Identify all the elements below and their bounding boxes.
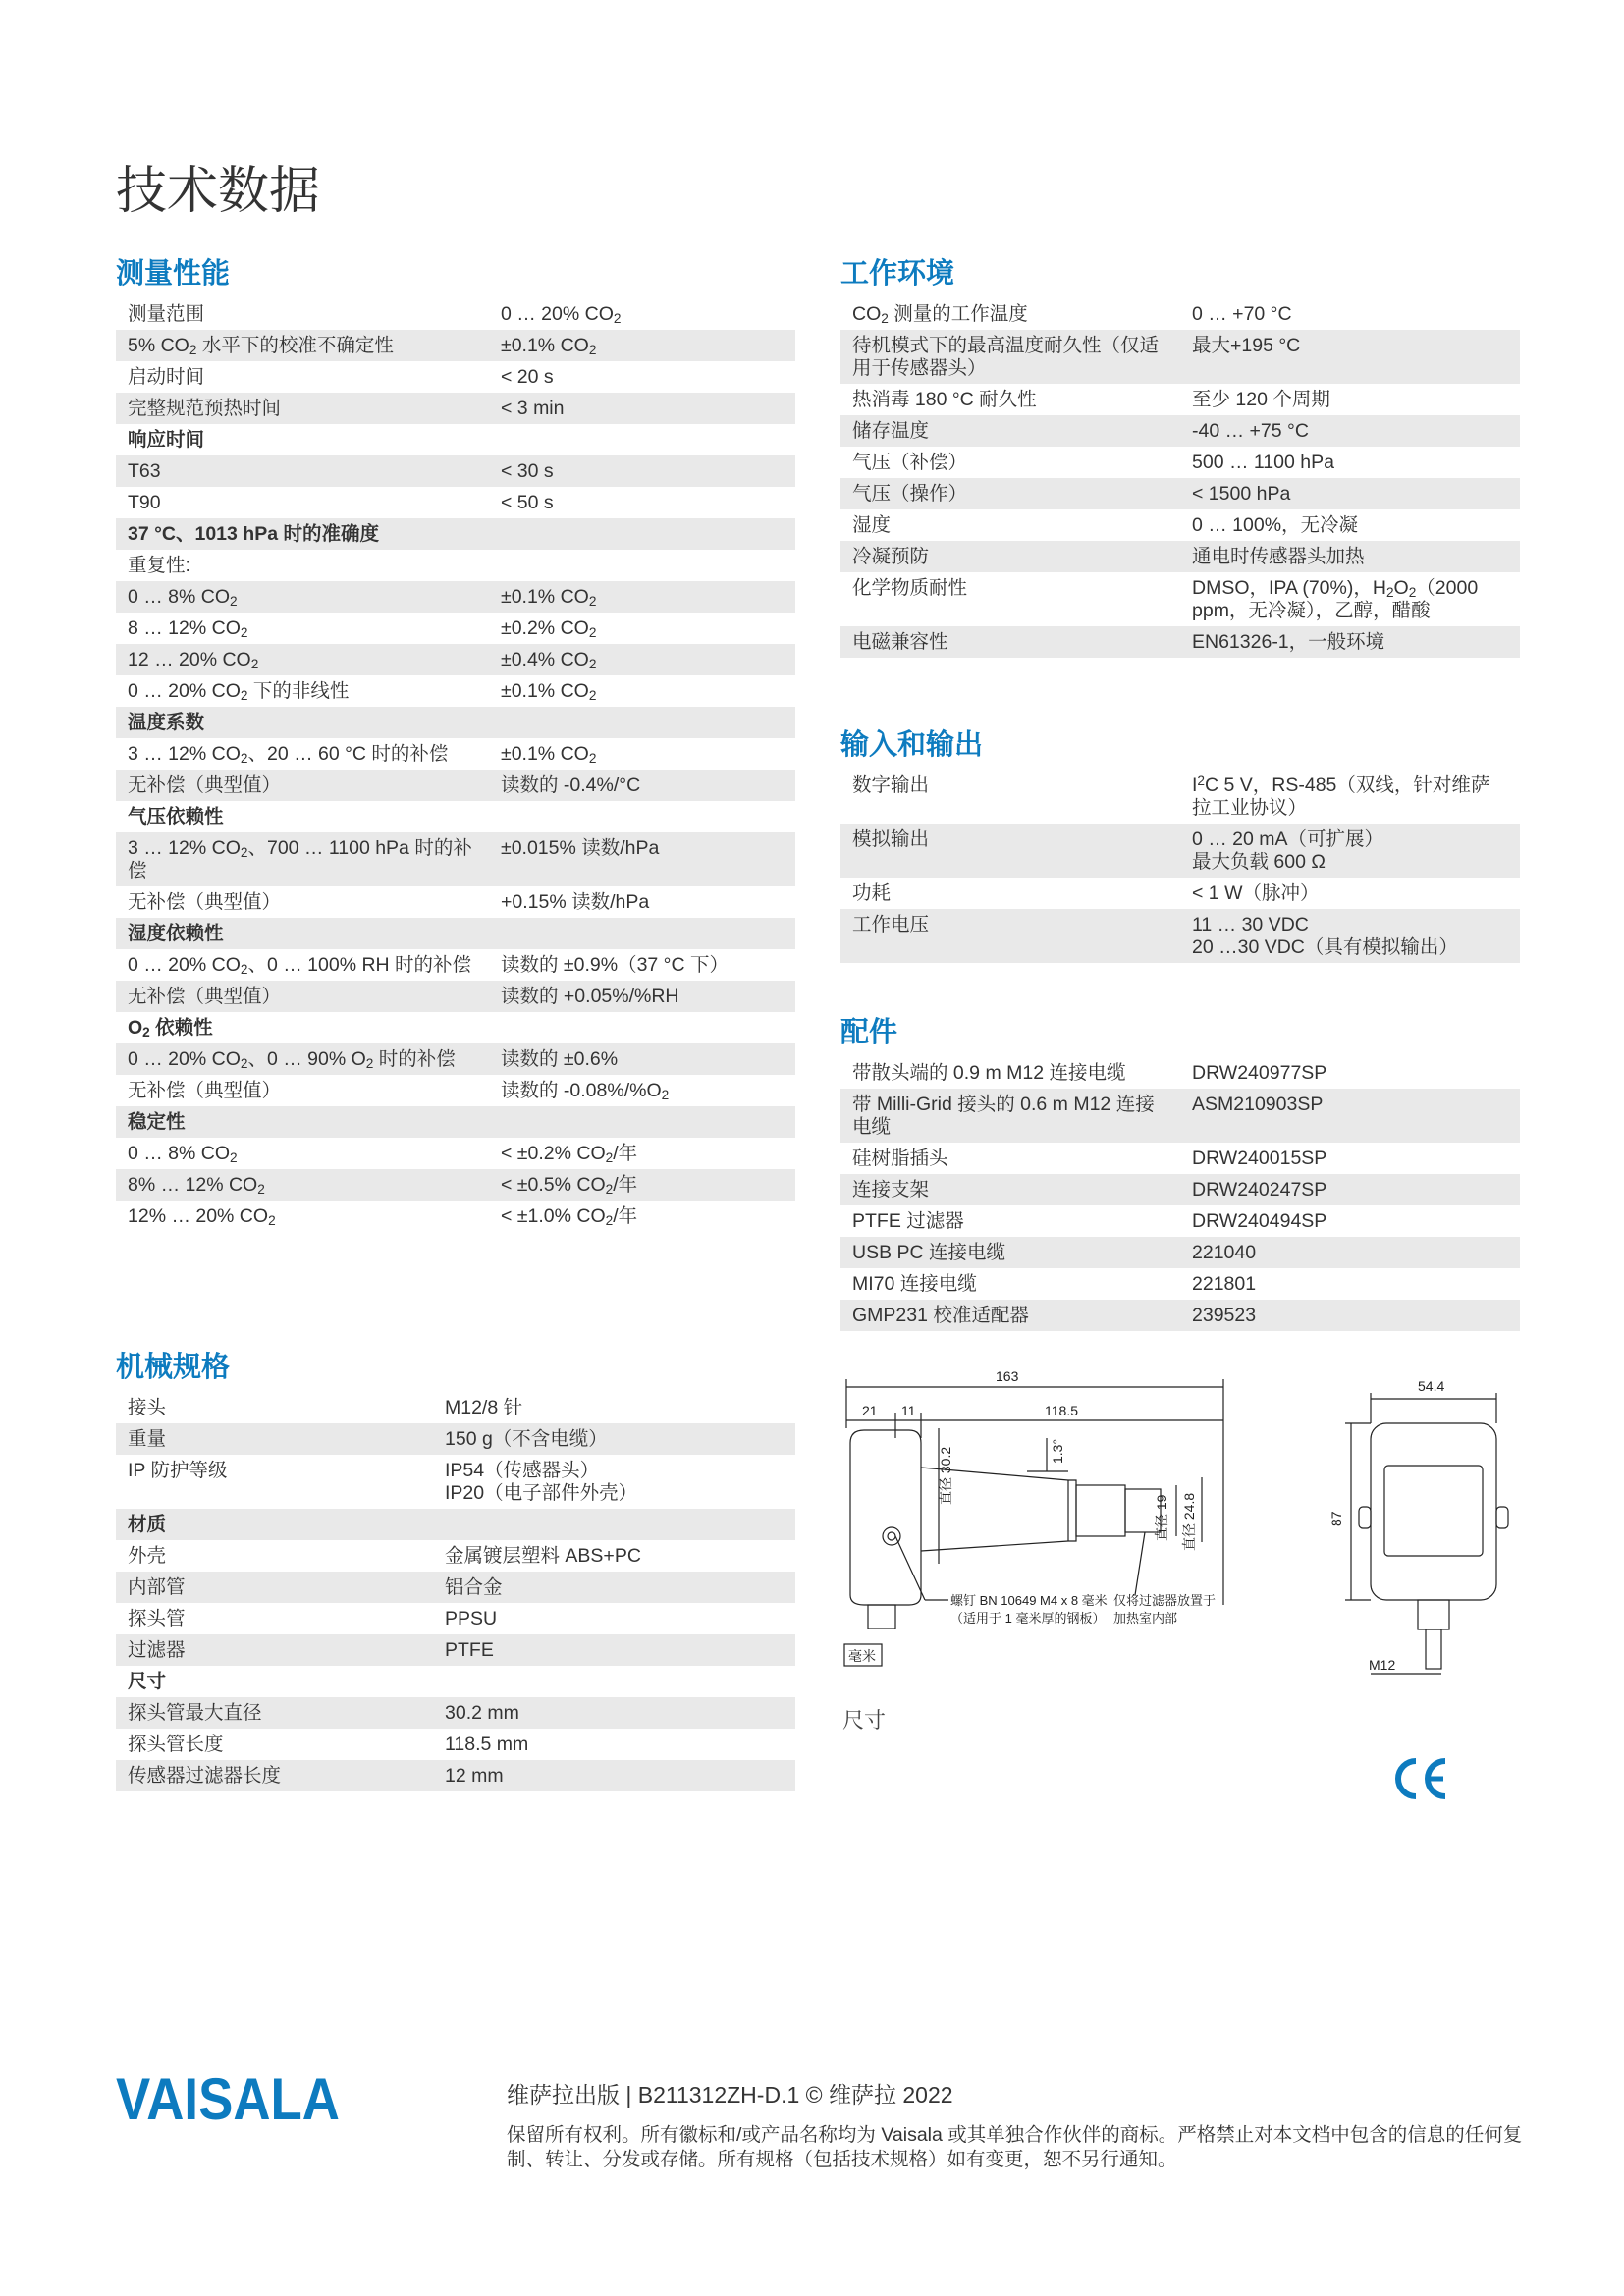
table-row <box>116 393 795 424</box>
screw-note-1: 螺钉 BN 10649 M4 x 8 毫米 <box>950 1593 1108 1608</box>
table-row <box>116 1138 795 1169</box>
table-row <box>840 1237 1520 1268</box>
spec-value: 金属镀层塑料 ABS+PC <box>445 1545 641 1567</box>
spec-label: 湿度依赖性 <box>116 918 489 949</box>
screw-note-2: （适用于 1 毫米厚的钢板） <box>950 1611 1106 1626</box>
spec-label: 响应时间 <box>128 429 205 451</box>
section-title-mechanical: 机械规格 <box>116 1352 231 1383</box>
table-row <box>840 1268 1520 1300</box>
table-row <box>840 909 1520 963</box>
spec-value: < ±1.0% $CO_2/$年 <box>501 1205 638 1228</box>
spec-label: 0 … 20% $CO_2$、0 … 100% RH 时的补偿 <box>128 954 472 977</box>
spec-value: 读数的 +0.05%/%RH <box>489 981 795 1012</box>
table-row <box>116 1603 795 1634</box>
spec-value: EN61326-1，一般环境 <box>1180 626 1520 658</box>
spec-value: < 30 s <box>489 455 795 487</box>
rights-notice: 保留所有权利。所有徽标和/或产品名称均为 Vaisala 或其单独合作伙伴的商标。严格禁止对本文档中包含的信息的任何复制、转让、分发或存储。所有规格（包括技术规格）如有变更，恕不另行通知。 <box>507 2124 1523 2170</box>
dimension-drawing <box>840 1369 1528 1693</box>
spec-value: ±0.2% $CO_2$ <box>501 617 597 640</box>
table-row <box>116 487 795 518</box>
spec-value: $I^2C$ 5 V，RS-485（双线，针对维萨拉工业协议） <box>1192 774 1490 819</box>
spec-label: 模拟输出 <box>840 824 1180 878</box>
table-row <box>840 1205 1520 1237</box>
spec-value: < 3 min <box>489 393 795 424</box>
dim-21: 21 <box>862 1403 878 1418</box>
spec-value: 12 mm <box>433 1760 795 1791</box>
drawing-caption: 尺寸 <box>842 1708 887 1733</box>
table-row <box>840 1143 1520 1174</box>
spec-value: 221040 <box>1180 1237 1520 1268</box>
spec-label: 重复性: <box>128 555 190 576</box>
table-row <box>116 550 795 581</box>
spec-value: < ±0.5% $CO_2/$年 <box>489 1169 795 1201</box>
spec-label: 湿度 <box>852 514 892 536</box>
spec-label: 尺寸 <box>128 1671 167 1692</box>
spec-value <box>433 1509 795 1540</box>
spec-value <box>489 518 795 550</box>
table-row <box>116 581 795 613</box>
spec-label: 带 Milli-Grid 接头的 0.6 m M12 连接电缆 <box>840 1089 1180 1143</box>
spec-value: DRW240977SP <box>1192 1062 1327 1084</box>
spec-value: 至少 120 个周期 <box>1192 389 1330 410</box>
spec-value <box>489 424 795 455</box>
table-row <box>116 1540 795 1572</box>
spec-label: 外壳 <box>128 1545 167 1567</box>
table-row <box>116 1392 795 1423</box>
table-row <box>840 478 1520 509</box>
dim-163: 163 <box>996 1369 1019 1384</box>
spec-label: 待机模式下的最高温度耐久性（仅适用于传感器头） <box>840 330 1180 384</box>
spec-label: 重量 <box>116 1423 433 1455</box>
spec-value: ASM210903SP <box>1180 1089 1520 1143</box>
spec-label: 过滤器 <box>116 1634 433 1666</box>
table-row <box>116 1760 795 1791</box>
table-row <box>116 644 795 675</box>
spec-label: 电磁兼容性 <box>840 626 1180 658</box>
table-row <box>116 1666 795 1697</box>
spec-label: $CO_2$ 测量的工作温度 <box>852 303 1028 326</box>
spec-label: 探头管最大直径 <box>116 1697 433 1729</box>
table-row <box>116 1043 795 1075</box>
spec-label: 热消毒 180 °C 耐久性 <box>852 389 1037 410</box>
section-title-environment: 工作环境 <box>840 258 955 290</box>
dim-87: 87 <box>1328 1511 1344 1526</box>
spec-label: 内部管 <box>116 1572 433 1603</box>
right-column-accessories <box>840 1008 1520 1331</box>
spec-value: 118.5 mm <box>445 1734 529 1755</box>
spec-label: 启动时间 <box>128 366 205 388</box>
spec-value <box>489 1012 795 1043</box>
spec-value: 150 g（不含电缆） <box>433 1423 795 1455</box>
spec-value: 0 … 20% $CO_2$ <box>501 303 622 326</box>
dim-11: 11 <box>901 1403 916 1418</box>
table-row <box>840 541 1520 572</box>
spec-value: < 20 s <box>501 366 554 388</box>
table-row <box>840 330 1520 384</box>
left-column-mechanical <box>116 1343 795 1791</box>
table-row <box>840 1089 1520 1143</box>
dim-19: 直径 19 <box>1154 1494 1169 1541</box>
spec-label: 功耗 <box>852 882 892 904</box>
spec-label: 8 … 12% $CO_2$ <box>128 617 248 640</box>
spec-value <box>489 707 795 738</box>
spec-label: 气压依赖性 <box>128 806 224 828</box>
table-row <box>840 384 1520 415</box>
table-row <box>116 1572 795 1603</box>
table-row <box>116 770 795 801</box>
table-row <box>116 424 795 455</box>
spec-label: 带散头端的 0.9 m M12 连接电缆 <box>852 1062 1126 1084</box>
spec-value: 221801 <box>1192 1273 1257 1295</box>
spec-label: 硅树脂插头 <box>852 1148 948 1169</box>
table-row <box>116 298 795 330</box>
spec-value: ±0.1% $CO_2$ <box>489 330 795 361</box>
accessories-table <box>840 1057 1520 1331</box>
table-row <box>116 1075 795 1106</box>
table-row <box>840 878 1520 909</box>
spec-label: 温度系数 <box>116 707 489 738</box>
spec-label: GMP231 校准适配器 <box>840 1300 1180 1331</box>
table-row <box>116 1509 795 1540</box>
table-row <box>116 832 795 886</box>
spec-value: < ±0.2% $CO_2/$年 <box>501 1143 638 1165</box>
table-row <box>116 518 795 550</box>
table-row <box>116 918 795 949</box>
table-row <box>840 770 1520 824</box>
table-row <box>116 1634 795 1666</box>
table-row <box>116 330 795 361</box>
table-row <box>116 949 795 981</box>
spec-value: 读数的 $-0.08\%/\%O_2$ <box>501 1080 670 1102</box>
dim-m12: M12 <box>1369 1657 1396 1673</box>
spec-label: 无补偿（典型值） <box>116 770 489 801</box>
table-row <box>116 1455 795 1509</box>
left-column <box>116 249 795 1232</box>
spec-value: 500 … 1100 hPa <box>1192 452 1334 473</box>
table-row <box>116 801 795 832</box>
spec-label: 化学物质耐性 <box>852 577 968 599</box>
table-row <box>116 886 795 918</box>
table-row <box>840 447 1520 478</box>
spec-label: 稳定性 <box>116 1106 489 1138</box>
table-row <box>840 509 1520 541</box>
spec-value: PPSU <box>445 1608 498 1629</box>
spec-label: 无补偿（典型值） <box>116 981 489 1012</box>
spec-label: USB PC 连接电缆 <box>840 1237 1180 1268</box>
spec-label: 8% … 12% $CO_2$ <box>116 1169 489 1201</box>
table-row <box>840 415 1520 447</box>
measurement-table <box>116 298 795 1232</box>
table-row <box>840 824 1520 878</box>
spec-label: 0 … 8% $CO_2$ <box>116 581 489 613</box>
spec-value: DMSO，IPA (70%)，$H_2O_2(2000$ ppm，无冷凝），乙醇，醋酸 <box>1192 577 1479 621</box>
spec-value <box>489 801 795 832</box>
dim-24-8: 直径 24.8 <box>1181 1492 1197 1551</box>
table-row <box>840 1174 1520 1205</box>
spec-label: 12 … 20% $CO_2$ <box>116 644 489 675</box>
spec-value: ±0.1% $CO_2$ <box>501 680 597 703</box>
spec-label: 无补偿（典型值） <box>128 1080 282 1101</box>
table-row <box>840 626 1520 658</box>
spec-value: 0 … +70 °C <box>1192 303 1292 325</box>
spec-label: 37 °C、1013 hPa 时的准确度 <box>116 518 489 550</box>
spec-value: 读数的 -0.4%/°C <box>489 770 795 801</box>
table-row <box>840 572 1520 626</box>
spec-value: -40 … +75 °C <box>1180 415 1520 447</box>
table-row <box>840 298 1520 330</box>
table-row <box>116 707 795 738</box>
spec-value: DRW240247SP <box>1180 1174 1520 1205</box>
spec-label: 工作电压 <box>840 909 1180 963</box>
spec-label: 5% $CO_2$ 水平下的校准不确定性 <box>116 330 489 361</box>
spec-value <box>489 1106 795 1138</box>
spec-value <box>489 918 795 949</box>
spec-value: < 50 s <box>501 492 554 513</box>
unit-label: 毫米 <box>848 1648 876 1664</box>
spec-value: ±0.4% $CO_2$ <box>489 644 795 675</box>
spec-label: 储存温度 <box>840 415 1180 447</box>
spec-value: 239523 <box>1180 1300 1520 1331</box>
filter-note-2: 加热室内部 <box>1113 1611 1178 1626</box>
spec-value: 30.2 mm <box>433 1697 795 1729</box>
spec-label: 无补偿（典型值） <box>128 891 282 913</box>
spec-label: 3 … 12% $CO_2$、20 … 60 °C 时的补偿 <box>128 743 449 766</box>
table-row <box>116 1201 795 1232</box>
spec-label: 3 … 12% $CO_2$、700 … 1100 hPa 时的补偿 <box>116 832 489 886</box>
spec-label: 连接支架 <box>840 1174 1180 1205</box>
right-column-io <box>840 721 1520 963</box>
ce-mark-icon <box>1392 1757 1451 1800</box>
io-table <box>840 770 1520 963</box>
spec-label: 0 … 20% $CO_2$ 下的非线性 <box>128 680 350 703</box>
table-row <box>840 1057 1520 1089</box>
filter-note-1: 仅将过滤器放置于 <box>1113 1593 1217 1608</box>
table-row <box>116 1729 795 1760</box>
spec-value: 通电时传感器头加热 <box>1180 541 1520 572</box>
spec-label: 气压（补偿） <box>852 452 968 473</box>
dim-30: 直径 30.2 <box>938 1446 953 1505</box>
spec-value: DRW240015SP <box>1192 1148 1327 1169</box>
spec-label: 材质 <box>116 1509 433 1540</box>
spec-value: ±0.1% $CO_2$ <box>489 581 795 613</box>
spec-value: < 1 W（脉冲） <box>1192 882 1320 904</box>
spec-value: 读数的 ±0.9%（37 °C 下） <box>501 954 729 976</box>
page-title: 技术数据 <box>116 163 321 220</box>
spec-label: 冷凝预防 <box>840 541 1180 572</box>
spec-value: PTFE <box>433 1634 795 1666</box>
table-row <box>116 455 795 487</box>
spec-label: T90 <box>128 492 161 513</box>
mechanical-table <box>116 1392 795 1791</box>
spec-value <box>489 550 795 581</box>
spec-value: 铝合金 <box>433 1572 795 1603</box>
spec-label: 12% … 20% $CO_2$ <box>128 1205 276 1228</box>
spec-value: 最大+195 °C <box>1180 330 1520 384</box>
spec-value: ±0.015% 读数/hPa <box>489 832 795 886</box>
spec-value: IP54（传感器头） IP20（电子部件外壳） <box>445 1460 638 1504</box>
spec-label: 气压（操作） <box>840 478 1180 509</box>
spec-label: PTFE 过滤器 <box>852 1210 964 1232</box>
publication-line: 维萨拉出版 | B211312ZH-D.1 © 维萨拉 2022 <box>507 2082 953 2108</box>
spec-value: 0 … 20 mA（可扩展） 最大负载 600 Ω <box>1180 824 1520 878</box>
spec-label: 接头 <box>128 1397 167 1418</box>
table-row <box>116 981 795 1012</box>
spec-value: M12/8 针 <box>445 1397 523 1418</box>
spec-value <box>433 1666 795 1697</box>
spec-value: 11 … 30 VDC 20 …30 VDC（具有模拟输出） <box>1180 909 1520 963</box>
dim-1-3: 1.3° <box>1050 1438 1065 1464</box>
vaisala-logo: VAISALA <box>116 2066 340 2132</box>
spec-label: IP 防护等级 <box>128 1460 228 1481</box>
table-row <box>116 1423 795 1455</box>
spec-label: 数字输出 <box>852 774 930 796</box>
dim-118: 118.5 <box>1045 1403 1078 1418</box>
table-row <box>116 738 795 770</box>
environment-table <box>840 298 1520 658</box>
section-title-measurement: 测量性能 <box>116 258 231 290</box>
spec-value: < 1500 hPa <box>1180 478 1520 509</box>
dim-54-4: 54.4 <box>1418 1378 1445 1394</box>
spec-value: 0 … 100%，无冷凝 <box>1192 514 1359 536</box>
spec-label: T63 <box>116 455 489 487</box>
table-row <box>116 361 795 393</box>
spec-label: 0 … 8% $CO_2$ <box>128 1143 238 1165</box>
spec-label: MI70 连接电缆 <box>852 1273 977 1295</box>
table-row <box>116 1697 795 1729</box>
table-row <box>116 1012 795 1043</box>
spec-label: $O_2$ 依赖性 <box>128 1017 213 1040</box>
section-title-io: 输入和输出 <box>840 729 984 761</box>
spec-label: 0 … 20% $CO_2$、0 … 90% $O_2$ 时的补偿 <box>116 1043 489 1075</box>
spec-label: 探头管 <box>128 1608 186 1629</box>
spec-label: 传感器过滤器长度 <box>116 1760 433 1791</box>
spec-value: ±0.1% $CO_2$ <box>501 743 597 766</box>
table-row <box>116 1106 795 1138</box>
table-row <box>116 675 795 707</box>
table-row <box>116 613 795 644</box>
spec-value: DRW240494SP <box>1192 1210 1327 1232</box>
spec-label: 完整规范预热时间 <box>116 393 489 424</box>
table-row <box>840 1300 1520 1331</box>
right-column-environment <box>840 249 1520 658</box>
spec-label: 探头管长度 <box>128 1734 224 1755</box>
spec-label: 测量范围 <box>128 303 205 325</box>
spec-value: +0.15% 读数/hPa <box>501 891 650 913</box>
spec-value: 读数的 ±0.6% <box>489 1043 795 1075</box>
section-title-accessories: 配件 <box>840 1017 898 1048</box>
table-row <box>116 1169 795 1201</box>
